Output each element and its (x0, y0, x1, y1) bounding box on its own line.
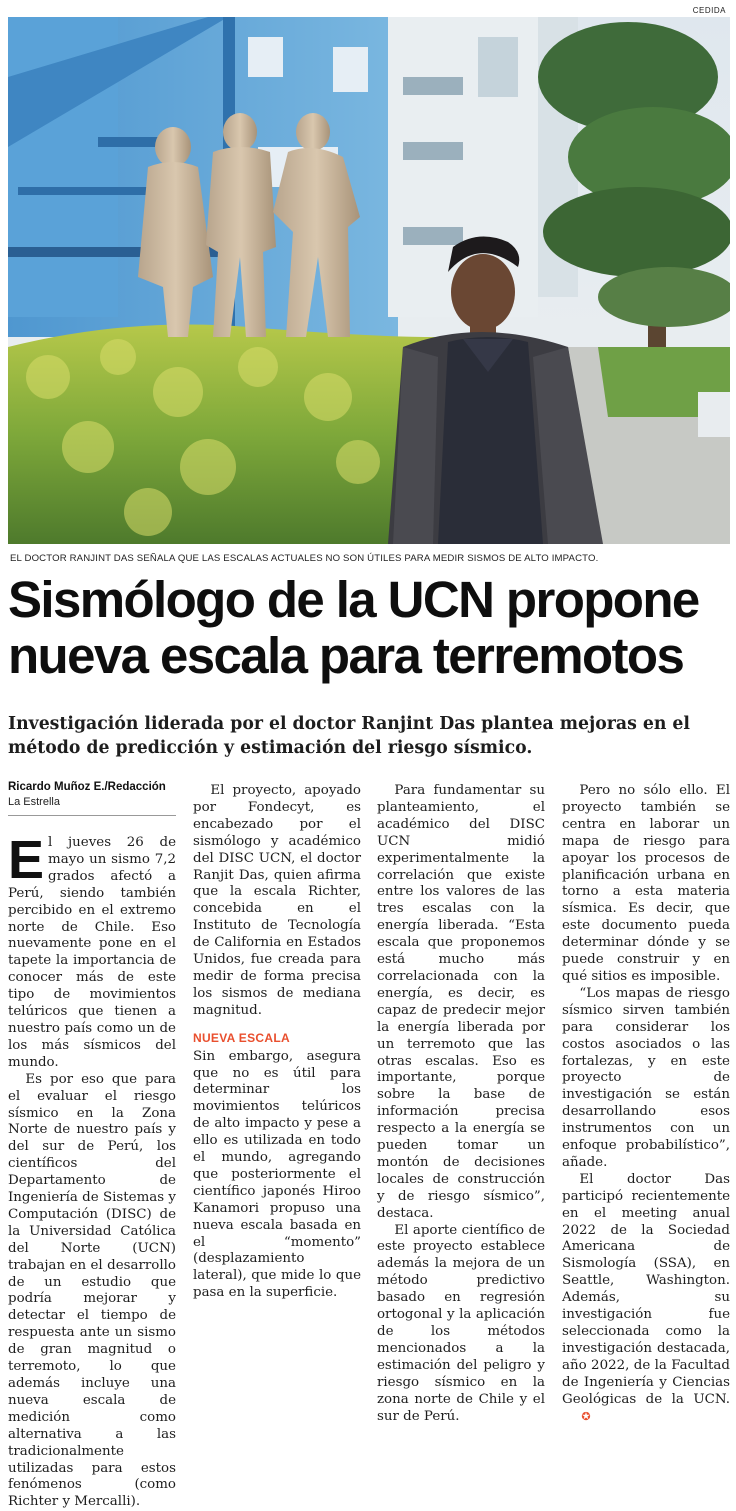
byline-rule (8, 815, 176, 816)
paragraph-text: El doctor Das participó recientemente en el meeting anual 2022 de la Sociedad Americana de Sismología (SSA), en Seattle, Washington. Además, su investigación fue seleccionada como la investigación destacada, año 2022, de la Facultad de Ingeniería y Ciencias Geológicas de la UCN. (562, 1171, 730, 1407)
article-column-4 (562, 783, 730, 1425)
article-paragraph-2: Es por eso que para el evaluar el riesgo sísmico en la Zona Norte de nuestro país y del sur de Perú, los científicos del Departamento de Ingeniería de Sistemas y Computación (DISC) de la Universidad Católica del Norte (UCN) trabajan en el desarrollo de un estudio que podría mejorar y detectar el tiempo de respuesta ante un sismo de gran magnitud o terremoto, lo que además incluye una nueva escala de medición como alternativa a las tradicionalmente utilizadas para estos fenómenos (como Richter y Mercalli). (8, 1071, 176, 1510)
paragraph-text: l jueves 26 de mayo un sismo 7,2 grados afectó a Perú, siendo también percibido en el extremo norte de Chile. Eso nuevamente pone en el tapete la importancia de conocer más de este tipo de movimientos telúricos que tienen a nuestro país como un de los más sísmicos del mundo. (8, 835, 176, 1070)
article-photo (8, 17, 730, 544)
article-paragraph-9 (562, 1172, 730, 1426)
subhead-nueva-escala: NUEVA ESCALA (193, 1030, 290, 1045)
article-column-2 (193, 783, 361, 1302)
drop-cap: E (8, 830, 45, 890)
photo-caption: EL DOCTOR RANJINT DAS SEÑALA QUE LAS ESCALAS ACTUALES NO SON ÚTILES PARA MEDIR SISMOS DE ALTO IMPACTO. (10, 553, 599, 564)
article-paragraph-5: Para fundamentar su planteamiento, el académico del DISC UCN midió experimentalmente la correlación que existe entre los valores de las tres escalas con la energía liberada. “Esta escala que proponemos está mucho más correlacionada con la energía, es decir, es capaz de predecir mejor la energía liberada por un terremoto que las otras escalas. Eso es importante, porque sobre la base de información precisa respecto a la energía se pueden tomar un montón de decisiones locales de construcción y de riesgo sísmico”, destaca. (377, 783, 545, 1221)
byline (8, 780, 176, 816)
article-paragraph-3: El proyecto, apoyado por Fondecyt, es encabezado por el sismólogo y académico del DISC UCN, el doctor Ranjit Das, quien afirma que la escala Richter, concebida en el Instituto de Tecnología de California en Estados Unidos, fue creada para medir de forma precisa los sismos de mediana magnitud. (193, 783, 361, 1018)
headline: Sismólogo de la UCN propone nueva escala para terremotos (8, 571, 699, 684)
article-paragraph-8: “Los mapas de riesgo sísmico sirven también para considerar los costos asociados o las fortalezas, y en este proyecto de investigación se están desarrollando esos instrumentos con un enfoque probabilístico”, añade. (562, 985, 730, 1170)
byline-author: Ricardo Muñoz E./Redacción (8, 781, 166, 793)
article-column-3 (377, 783, 545, 1425)
byline-outlet: La Estrella (8, 796, 60, 808)
article-paragraph-7: Pero no sólo ello. El proyecto también se centra en laborar un mapa de riesgo para apoyar los procesos de planificación urbana en torno a esta materia sísmica. Es decir, que este documento pueda determinar dónde y se puede construir y en qué sitios es imposible. (562, 783, 730, 984)
end-mark-icon: ✪ (581, 1409, 591, 1423)
deck-subtitle: Investigación liderada por el doctor Ranjint Das plantea mejoras en el método de predicción y estimación del riesgo sísmico. (8, 714, 690, 758)
article-paragraph-4: Sin embargo, asegura que no es útil para determinar los movimientos telúricos de alto impacto y pese a ello es utilizada en todo el mundo, agregando que posteriormente el científico japonés Hiroo Kanamori propuso una nueva escala basada en el “momento” (desplazamiento lateral), que mide lo que pasa en la superficie. (193, 1048, 361, 1301)
photo-credit: CEDIDA (692, 6, 726, 15)
article-paragraph-6: El aporte científico de este proyecto establece además la mejora de un método predictivo basado en regresión ortogonal y la aplicación de los métodos mencionados a la estimación del peligro y riesgo sísmico en la zona norte de Chile y el sur de Perú. (377, 1222, 545, 1424)
article-paragraph-1 (8, 830, 176, 1072)
article-column-1 (8, 830, 176, 1511)
